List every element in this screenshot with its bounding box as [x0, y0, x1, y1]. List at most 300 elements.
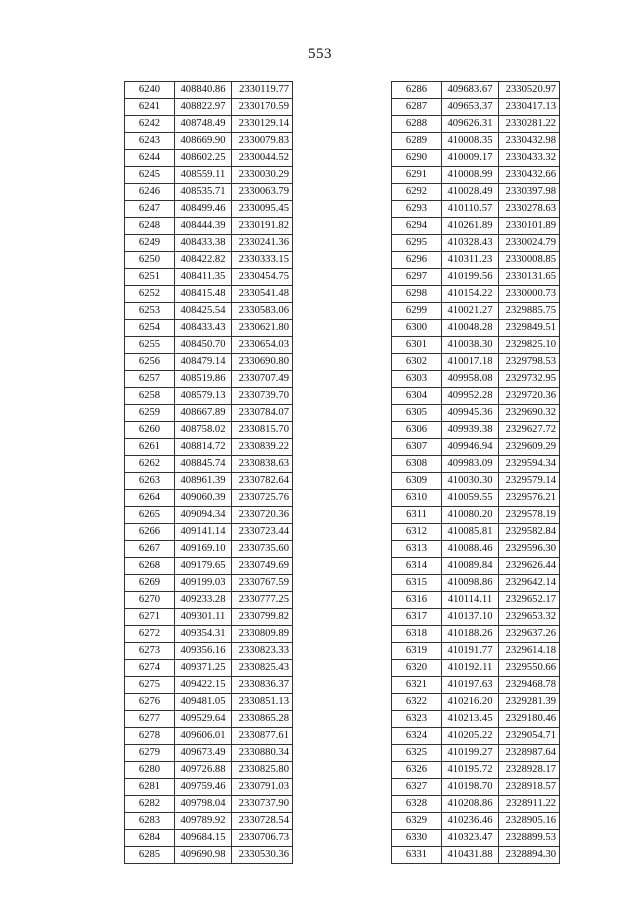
table-row: [125, 116, 293, 133]
x-coordinate-cell: 408748.49: [175, 116, 232, 133]
table-row: [125, 558, 293, 575]
point-number-cell: 6325: [392, 745, 442, 762]
y-coordinate-cell: 2329609.29: [499, 439, 560, 456]
table-row: [392, 541, 560, 558]
point-number-cell: 6248: [125, 218, 175, 235]
point-number-cell: 6287: [392, 99, 442, 116]
point-number-cell: 6309: [392, 473, 442, 490]
table-row: [392, 388, 560, 405]
table-row: [125, 490, 293, 507]
x-coordinate-cell: 409653.37: [442, 99, 499, 116]
y-coordinate-cell: 2330621.80: [232, 320, 293, 337]
point-number-cell: 6291: [392, 167, 442, 184]
y-coordinate-cell: 2330723.44: [232, 524, 293, 541]
point-number-cell: 6277: [125, 711, 175, 728]
table-row: [125, 745, 293, 762]
x-coordinate-cell: 409199.03: [175, 575, 232, 592]
point-number-cell: 6326: [392, 762, 442, 779]
y-coordinate-cell: 2330063.79: [232, 184, 293, 201]
table-row: [392, 167, 560, 184]
y-coordinate-cell: 2330129.14: [232, 116, 293, 133]
x-coordinate-cell: 409626.31: [442, 116, 499, 133]
x-coordinate-cell: 408415.48: [175, 286, 232, 303]
x-coordinate-cell: 410048.28: [442, 320, 499, 337]
x-coordinate-cell: 408669.90: [175, 133, 232, 150]
y-coordinate-cell: 2330583.06: [232, 303, 293, 320]
x-coordinate-cell: 409354.31: [175, 626, 232, 643]
table-row: [392, 269, 560, 286]
x-coordinate-cell: 409946.94: [442, 439, 499, 456]
y-coordinate-cell: 2330530.36: [232, 847, 293, 864]
y-coordinate-cell: 2330433.32: [499, 150, 560, 167]
x-coordinate-cell: 408519.86: [175, 371, 232, 388]
point-number-cell: 6253: [125, 303, 175, 320]
x-coordinate-cell: 409958.08: [442, 371, 499, 388]
point-number-cell: 6259: [125, 405, 175, 422]
point-number-cell: 6276: [125, 694, 175, 711]
y-coordinate-cell: 2330825.80: [232, 762, 293, 779]
table-row: [125, 184, 293, 201]
point-number-cell: 6249: [125, 235, 175, 252]
point-number-cell: 6322: [392, 694, 442, 711]
y-coordinate-cell: 2330101.89: [499, 218, 560, 235]
table-row: [125, 167, 293, 184]
point-number-cell: 6288: [392, 116, 442, 133]
point-number-cell: 6247: [125, 201, 175, 218]
x-coordinate-cell: 408425.54: [175, 303, 232, 320]
table-row: [392, 728, 560, 745]
point-number-cell: 6292: [392, 184, 442, 201]
x-coordinate-cell: 409169.10: [175, 541, 232, 558]
point-number-cell: 6243: [125, 133, 175, 150]
y-coordinate-cell: 2330432.98: [499, 133, 560, 150]
y-coordinate-cell: 2330851.13: [232, 694, 293, 711]
x-coordinate-cell: 409606.01: [175, 728, 232, 745]
y-coordinate-cell: 2330782.64: [232, 473, 293, 490]
y-coordinate-cell: 2330877.61: [232, 728, 293, 745]
table-row: [125, 541, 293, 558]
y-coordinate-cell: 2329642.14: [499, 575, 560, 592]
y-coordinate-cell: 2329690.32: [499, 405, 560, 422]
table-row: [125, 524, 293, 541]
x-coordinate-cell: 410030.30: [442, 473, 499, 490]
y-coordinate-cell: 2329054.71: [499, 728, 560, 745]
table-row: [392, 99, 560, 116]
table-row: [392, 660, 560, 677]
table-row: [392, 524, 560, 541]
point-number-cell: 6266: [125, 524, 175, 541]
y-coordinate-cell: 2329596.30: [499, 541, 560, 558]
y-coordinate-cell: 2328894.30: [499, 847, 560, 864]
point-number-cell: 6317: [392, 609, 442, 626]
table-row: [125, 201, 293, 218]
point-number-cell: 6240: [125, 82, 175, 99]
x-coordinate-cell: 409789.92: [175, 813, 232, 830]
y-coordinate-cell: 2329579.14: [499, 473, 560, 490]
point-number-cell: 6308: [392, 456, 442, 473]
y-coordinate-cell: 2330707.49: [232, 371, 293, 388]
table-row: [392, 286, 560, 303]
table-row: [392, 830, 560, 847]
x-coordinate-cell: 408411.35: [175, 269, 232, 286]
x-coordinate-cell: 410236.46: [442, 813, 499, 830]
point-number-cell: 6258: [125, 388, 175, 405]
point-number-cell: 6311: [392, 507, 442, 524]
table-row: [392, 422, 560, 439]
y-coordinate-cell: 2330432.66: [499, 167, 560, 184]
table-row: [392, 592, 560, 609]
y-coordinate-cell: 2330131.65: [499, 269, 560, 286]
table-row: [125, 303, 293, 320]
table-row: [125, 847, 293, 864]
x-coordinate-cell: 408535.71: [175, 184, 232, 201]
point-number-cell: 6267: [125, 541, 175, 558]
point-number-cell: 6312: [392, 524, 442, 541]
table-row: [125, 728, 293, 745]
y-coordinate-cell: 2330767.59: [232, 575, 293, 592]
x-coordinate-cell: 409060.39: [175, 490, 232, 507]
table-row: [125, 796, 293, 813]
point-number-cell: 6298: [392, 286, 442, 303]
point-number-cell: 6315: [392, 575, 442, 592]
x-coordinate-cell: 410199.27: [442, 745, 499, 762]
x-coordinate-cell: 410098.86: [442, 575, 499, 592]
point-number-cell: 6290: [392, 150, 442, 167]
x-coordinate-cell: 409683.67: [442, 82, 499, 99]
point-number-cell: 6261: [125, 439, 175, 456]
x-coordinate-cell: 410431.88: [442, 847, 499, 864]
table-row: [392, 609, 560, 626]
point-number-cell: 6272: [125, 626, 175, 643]
x-coordinate-cell: 410017.18: [442, 354, 499, 371]
x-coordinate-cell: 409983.09: [442, 456, 499, 473]
y-coordinate-cell: 2329578.19: [499, 507, 560, 524]
table-row: [392, 643, 560, 660]
y-coordinate-cell: 2328928.17: [499, 762, 560, 779]
y-coordinate-cell: 2330777.25: [232, 592, 293, 609]
x-coordinate-cell: 408444.39: [175, 218, 232, 235]
y-coordinate-cell: 2330654.03: [232, 337, 293, 354]
table-row: [392, 694, 560, 711]
table-row: [392, 490, 560, 507]
point-number-cell: 6281: [125, 779, 175, 796]
y-coordinate-cell: 2330815.70: [232, 422, 293, 439]
x-coordinate-cell: 410195.72: [442, 762, 499, 779]
y-coordinate-cell: 2329626.44: [499, 558, 560, 575]
point-number-cell: 6320: [392, 660, 442, 677]
y-coordinate-cell: 2329825.10: [499, 337, 560, 354]
x-coordinate-cell: 410089.84: [442, 558, 499, 575]
x-coordinate-cell: 410328.43: [442, 235, 499, 252]
table-row: [392, 558, 560, 575]
y-coordinate-cell: 2329798.53: [499, 354, 560, 371]
point-number-cell: 6282: [125, 796, 175, 813]
y-coordinate-cell: 2330749.69: [232, 558, 293, 575]
table-row: [392, 150, 560, 167]
point-number-cell: 6294: [392, 218, 442, 235]
point-number-cell: 6265: [125, 507, 175, 524]
x-coordinate-cell: 410110.57: [442, 201, 499, 218]
table-row: [392, 201, 560, 218]
table-row: [125, 813, 293, 830]
y-coordinate-cell: 2330838.63: [232, 456, 293, 473]
table-row: [125, 320, 293, 337]
y-coordinate-cell: 2330520.97: [499, 82, 560, 99]
x-coordinate-cell: 408559.11: [175, 167, 232, 184]
point-number-cell: 6263: [125, 473, 175, 490]
table-row: [392, 796, 560, 813]
y-coordinate-cell: 2330865.28: [232, 711, 293, 728]
x-coordinate-cell: 409945.36: [442, 405, 499, 422]
table-row: [125, 694, 293, 711]
x-coordinate-cell: 410208.86: [442, 796, 499, 813]
y-coordinate-cell: 2330720.36: [232, 507, 293, 524]
table-row: [392, 320, 560, 337]
x-coordinate-cell: 410197.63: [442, 677, 499, 694]
x-coordinate-cell: 409301.11: [175, 609, 232, 626]
y-coordinate-cell: 2330454.75: [232, 269, 293, 286]
x-coordinate-cell: 410088.46: [442, 541, 499, 558]
y-coordinate-cell: 2329614.18: [499, 643, 560, 660]
table-row: [125, 660, 293, 677]
x-coordinate-cell: 410205.22: [442, 728, 499, 745]
point-number-cell: 6284: [125, 830, 175, 847]
x-coordinate-cell: 408602.25: [175, 150, 232, 167]
x-coordinate-cell: 408433.38: [175, 235, 232, 252]
table-row: [392, 252, 560, 269]
table-row: [125, 218, 293, 235]
x-coordinate-cell: 410154.22: [442, 286, 499, 303]
table-row: [392, 303, 560, 320]
y-coordinate-cell: 2330191.82: [232, 218, 293, 235]
point-number-cell: 6250: [125, 252, 175, 269]
x-coordinate-cell: 410261.89: [442, 218, 499, 235]
y-coordinate-cell: 2330880.34: [232, 745, 293, 762]
y-coordinate-cell: 2329576.21: [499, 490, 560, 507]
x-coordinate-cell: 410080.20: [442, 507, 499, 524]
x-coordinate-cell: 410213.45: [442, 711, 499, 728]
table-row: [125, 354, 293, 371]
point-number-cell: 6241: [125, 99, 175, 116]
point-number-cell: 6255: [125, 337, 175, 354]
x-coordinate-cell: 410311.23: [442, 252, 499, 269]
y-coordinate-cell: 2330823.33: [232, 643, 293, 660]
point-number-cell: 6328: [392, 796, 442, 813]
table-row: [392, 507, 560, 524]
x-coordinate-cell: 408822.97: [175, 99, 232, 116]
x-coordinate-cell: 410028.49: [442, 184, 499, 201]
y-coordinate-cell: 2330397.98: [499, 184, 560, 201]
x-coordinate-cell: 409684.15: [175, 830, 232, 847]
y-coordinate-cell: 2330119.77: [232, 82, 293, 99]
x-coordinate-cell: 410021.27: [442, 303, 499, 320]
y-coordinate-cell: 2328911.22: [499, 796, 560, 813]
point-number-cell: 6323: [392, 711, 442, 728]
x-coordinate-cell: 408499.46: [175, 201, 232, 218]
y-coordinate-cell: 2330044.52: [232, 150, 293, 167]
point-number-cell: 6293: [392, 201, 442, 218]
y-coordinate-cell: 2329637.26: [499, 626, 560, 643]
table-row: [125, 269, 293, 286]
table-row: [125, 779, 293, 796]
table-row: [392, 116, 560, 133]
point-number-cell: 6244: [125, 150, 175, 167]
point-number-cell: 6260: [125, 422, 175, 439]
y-coordinate-cell: 2330839.22: [232, 439, 293, 456]
x-coordinate-cell: 408433.43: [175, 320, 232, 337]
point-number-cell: 6310: [392, 490, 442, 507]
x-coordinate-cell: 409952.28: [442, 388, 499, 405]
x-coordinate-cell: 409141.14: [175, 524, 232, 541]
y-coordinate-cell: 2330784.07: [232, 405, 293, 422]
point-number-cell: 6314: [392, 558, 442, 575]
table-row: [125, 286, 293, 303]
x-coordinate-cell: 410191.77: [442, 643, 499, 660]
point-number-cell: 6303: [392, 371, 442, 388]
table-row: [125, 677, 293, 694]
point-number-cell: 6321: [392, 677, 442, 694]
x-coordinate-cell: 409094.34: [175, 507, 232, 524]
table-row: [392, 813, 560, 830]
y-coordinate-cell: 2330791.03: [232, 779, 293, 796]
page-number: 553: [308, 46, 332, 62]
y-coordinate-cell: 2329720.36: [499, 388, 560, 405]
x-coordinate-cell: 410085.81: [442, 524, 499, 541]
table-row: [392, 779, 560, 796]
table-row: [392, 371, 560, 388]
x-coordinate-cell: 410199.56: [442, 269, 499, 286]
y-coordinate-cell: 2330739.70: [232, 388, 293, 405]
x-coordinate-cell: 409759.46: [175, 779, 232, 796]
x-coordinate-cell: 409939.38: [442, 422, 499, 439]
table-row: [392, 711, 560, 728]
y-coordinate-cell: 2329468.78: [499, 677, 560, 694]
x-coordinate-cell: 410059.55: [442, 490, 499, 507]
x-coordinate-cell: 409529.64: [175, 711, 232, 728]
y-coordinate-cell: 2329653.32: [499, 609, 560, 626]
y-coordinate-cell: 2329732.95: [499, 371, 560, 388]
x-coordinate-cell: 408961.39: [175, 473, 232, 490]
table-row: [125, 473, 293, 490]
table-row: [125, 626, 293, 643]
y-coordinate-cell: 2329281.39: [499, 694, 560, 711]
point-number-cell: 6327: [392, 779, 442, 796]
x-coordinate-cell: 408814.72: [175, 439, 232, 456]
point-number-cell: 6300: [392, 320, 442, 337]
point-number-cell: 6273: [125, 643, 175, 660]
y-coordinate-cell: 2330170.59: [232, 99, 293, 116]
x-coordinate-cell: 409356.16: [175, 643, 232, 660]
table-row: [125, 575, 293, 592]
y-coordinate-cell: 2328905.16: [499, 813, 560, 830]
point-number-cell: 6304: [392, 388, 442, 405]
y-coordinate-cell: 2330241.36: [232, 235, 293, 252]
y-coordinate-cell: 2330541.48: [232, 286, 293, 303]
table-row: [392, 677, 560, 694]
table-row: [392, 439, 560, 456]
point-number-cell: 6270: [125, 592, 175, 609]
y-coordinate-cell: 2329550.66: [499, 660, 560, 677]
table-row: [392, 354, 560, 371]
x-coordinate-cell: 410323.47: [442, 830, 499, 847]
y-coordinate-cell: 2330690.80: [232, 354, 293, 371]
y-coordinate-cell: 2330809.89: [232, 626, 293, 643]
table-row: [392, 745, 560, 762]
table-row: [392, 762, 560, 779]
table-row: [125, 711, 293, 728]
x-coordinate-cell: 409233.28: [175, 592, 232, 609]
table-row: [125, 830, 293, 847]
y-coordinate-cell: 2330825.43: [232, 660, 293, 677]
coordinate-table-left: [124, 81, 293, 864]
point-number-cell: 6302: [392, 354, 442, 371]
point-number-cell: 6316: [392, 592, 442, 609]
y-coordinate-cell: 2330799.82: [232, 609, 293, 626]
table-row: [125, 422, 293, 439]
point-number-cell: 6319: [392, 643, 442, 660]
y-coordinate-cell: 2328899.53: [499, 830, 560, 847]
table-row: [392, 405, 560, 422]
y-coordinate-cell: 2330095.45: [232, 201, 293, 218]
table-row: [125, 592, 293, 609]
table-row: [125, 439, 293, 456]
table-row: [125, 388, 293, 405]
table-row: [125, 371, 293, 388]
point-number-cell: 6289: [392, 133, 442, 150]
y-coordinate-cell: 2330735.60: [232, 541, 293, 558]
table-row: [392, 473, 560, 490]
point-number-cell: 6301: [392, 337, 442, 354]
point-number-cell: 6329: [392, 813, 442, 830]
point-number-cell: 6262: [125, 456, 175, 473]
point-number-cell: 6330: [392, 830, 442, 847]
x-coordinate-cell: 410188.26: [442, 626, 499, 643]
point-number-cell: 6256: [125, 354, 175, 371]
point-number-cell: 6279: [125, 745, 175, 762]
point-number-cell: 6286: [392, 82, 442, 99]
table-row: [125, 405, 293, 422]
table-row: [392, 456, 560, 473]
table-row: [392, 575, 560, 592]
table-row: [125, 235, 293, 252]
point-number-cell: 6245: [125, 167, 175, 184]
x-coordinate-cell: 410009.17: [442, 150, 499, 167]
point-number-cell: 6254: [125, 320, 175, 337]
point-number-cell: 6299: [392, 303, 442, 320]
table-row: [392, 133, 560, 150]
table-row: [392, 184, 560, 201]
table-row: [125, 82, 293, 99]
x-coordinate-cell: 409690.98: [175, 847, 232, 864]
point-number-cell: 6296: [392, 252, 442, 269]
x-coordinate-cell: 408422.82: [175, 252, 232, 269]
x-coordinate-cell: 408667.89: [175, 405, 232, 422]
x-coordinate-cell: 408758.02: [175, 422, 232, 439]
x-coordinate-cell: 410008.35: [442, 133, 499, 150]
y-coordinate-cell: 2330725.76: [232, 490, 293, 507]
point-number-cell: 6285: [125, 847, 175, 864]
table-row: [125, 456, 293, 473]
point-number-cell: 6274: [125, 660, 175, 677]
table-row: [392, 337, 560, 354]
table-row: [125, 150, 293, 167]
x-coordinate-cell: 410008.99: [442, 167, 499, 184]
x-coordinate-cell: 408840.86: [175, 82, 232, 99]
table-row: [125, 337, 293, 354]
x-coordinate-cell: 409798.04: [175, 796, 232, 813]
point-number-cell: 6257: [125, 371, 175, 388]
coordinate-table-right: [391, 81, 560, 864]
